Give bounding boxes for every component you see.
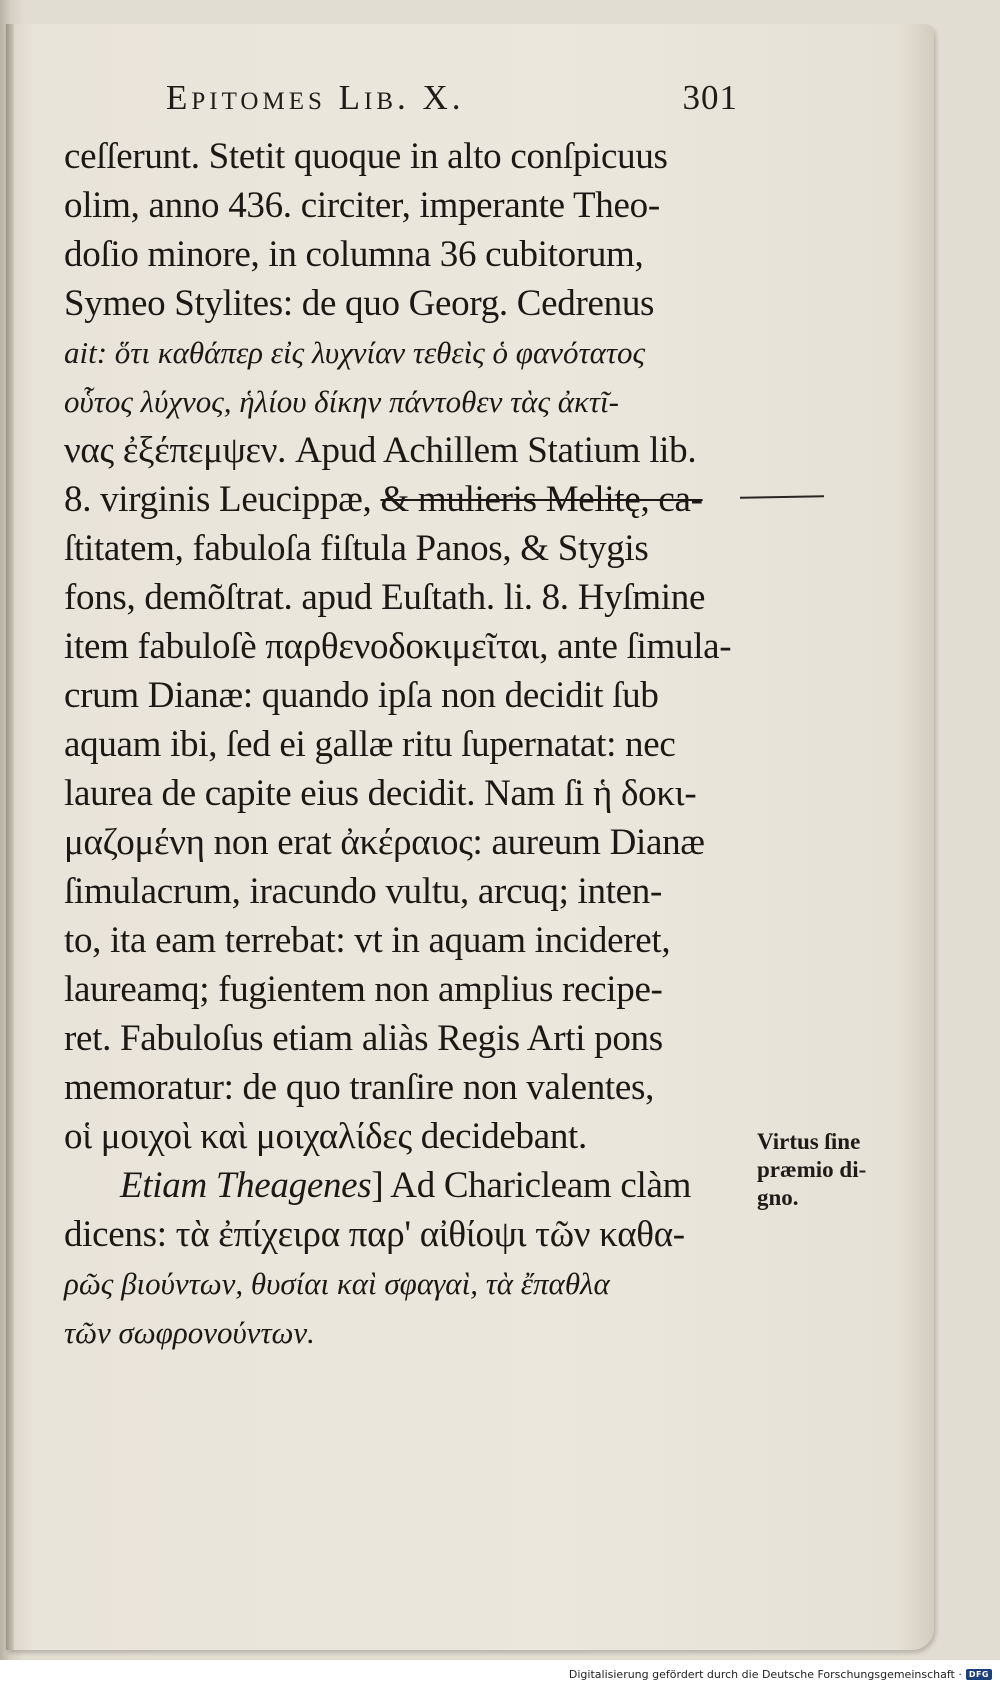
marginal-note-line-1: Virtus ſine: [757, 1129, 861, 1154]
page-header: [166, 78, 738, 128]
text-line-9: ſtitatem, fabuloſa fiſtula Panos, & Stygis: [64, 528, 649, 569]
text-line-3: doſio minore, in columna 36 cubitorum,: [64, 234, 644, 275]
text-line-15: μαζομένη non erat ἀκέραιος: aureum Dianæ: [64, 822, 705, 863]
text-line-21: οἱ μοιχοὶ καὶ μοιχαλίδες decidebant.: [64, 1116, 587, 1157]
dfg-logo: DFG: [966, 1669, 992, 1680]
marginal-note-line-2: præmio di-: [757, 1157, 867, 1182]
text-line-19: ret. Fabuloſus etiam aliàs Regis Arti pons: [64, 1018, 663, 1059]
page-gutter-edge: [6, 24, 14, 1650]
text-line-6-greek: οὗτος λύχνος, ἡλίου δίκην πάντοθεν τὰς ἀκτῖ-: [64, 384, 619, 419]
lemma-line: [64, 1161, 744, 1210]
text-line-12: crum Dianæ: quando ipſa non decidit ſub: [64, 675, 659, 716]
text-line-18: laureamq; fugientem non amplius recipe-: [64, 969, 663, 1010]
marginal-note: [757, 1128, 907, 1212]
text-line-5-greek: ait: ὅτι καθάπερ εἰς λυχνίαν τεθεὶς ὁ φανότατος: [64, 335, 646, 370]
running-head: Epitomes Lib. X.: [166, 78, 465, 117]
credit-text: Digitalisierung gefördert durch die Deutsche Forschungsgemeinschaft ·: [568, 1668, 962, 1681]
text-line-14: laurea de capite eius decidit. Nam ſi ἡ δοκι-: [64, 773, 697, 814]
page-number: 301: [682, 78, 738, 117]
text-line-4: Symeo Stylites: de quo Georg. Cedrenus: [64, 283, 655, 324]
text-line-8: [64, 475, 744, 524]
text-line-2: olim, anno 436. circiter, imperante Theo-: [64, 185, 660, 226]
lemma-rest: ] Ad Charicleam clàm: [371, 1165, 692, 1206]
struck-through-text: & mulieris Melitę, ca-: [380, 479, 703, 520]
digitization-credit: [569, 1668, 992, 1681]
text-line-20: memoratur: de quo tranſire non valentes,: [64, 1067, 655, 1108]
marginal-note-line-3: gno.: [757, 1185, 799, 1210]
text-line-8-start: 8. virginis Leucippæ,: [64, 479, 381, 520]
text-line-7: νας ἐξέπεμψεν. Apud Achillem Statium lib.: [64, 430, 697, 471]
text-line-11: item fabuloſè παρθενοδοκιμεῖται, ante ſimula-: [64, 626, 732, 667]
text-line-17: to, ita eam terrebat: vt in aquam incideret,: [64, 920, 671, 961]
lemma-italic: Etiam Theagenes: [120, 1165, 372, 1206]
text-line-24-greek: ρῶς βιούντων, θυσίαι καὶ σφαγαὶ, τὰ ἔπαθλα: [64, 1266, 610, 1301]
text-line-13: aquam ibi, ſed ei gallæ ritu ſupernatat: nec: [64, 724, 676, 765]
text-line-25-greek: τῶν σωφρονούντων.: [64, 1315, 315, 1350]
main-text-block: [64, 132, 744, 1357]
text-line-16: ſimulacrum, iracundo vultu, arcuq; inten-: [64, 871, 663, 912]
text-line-1: ceſſerunt. Stetit quoque in alto conſpicuus: [64, 136, 668, 177]
text-line-23: dicens: τὰ ἐπίχειρα παρ' αἰθίοψι τῶν καθα-: [64, 1214, 685, 1255]
text-line-10: fons, demõſtrat. apud Euſtath. li. 8. Hyſmine: [64, 577, 706, 618]
